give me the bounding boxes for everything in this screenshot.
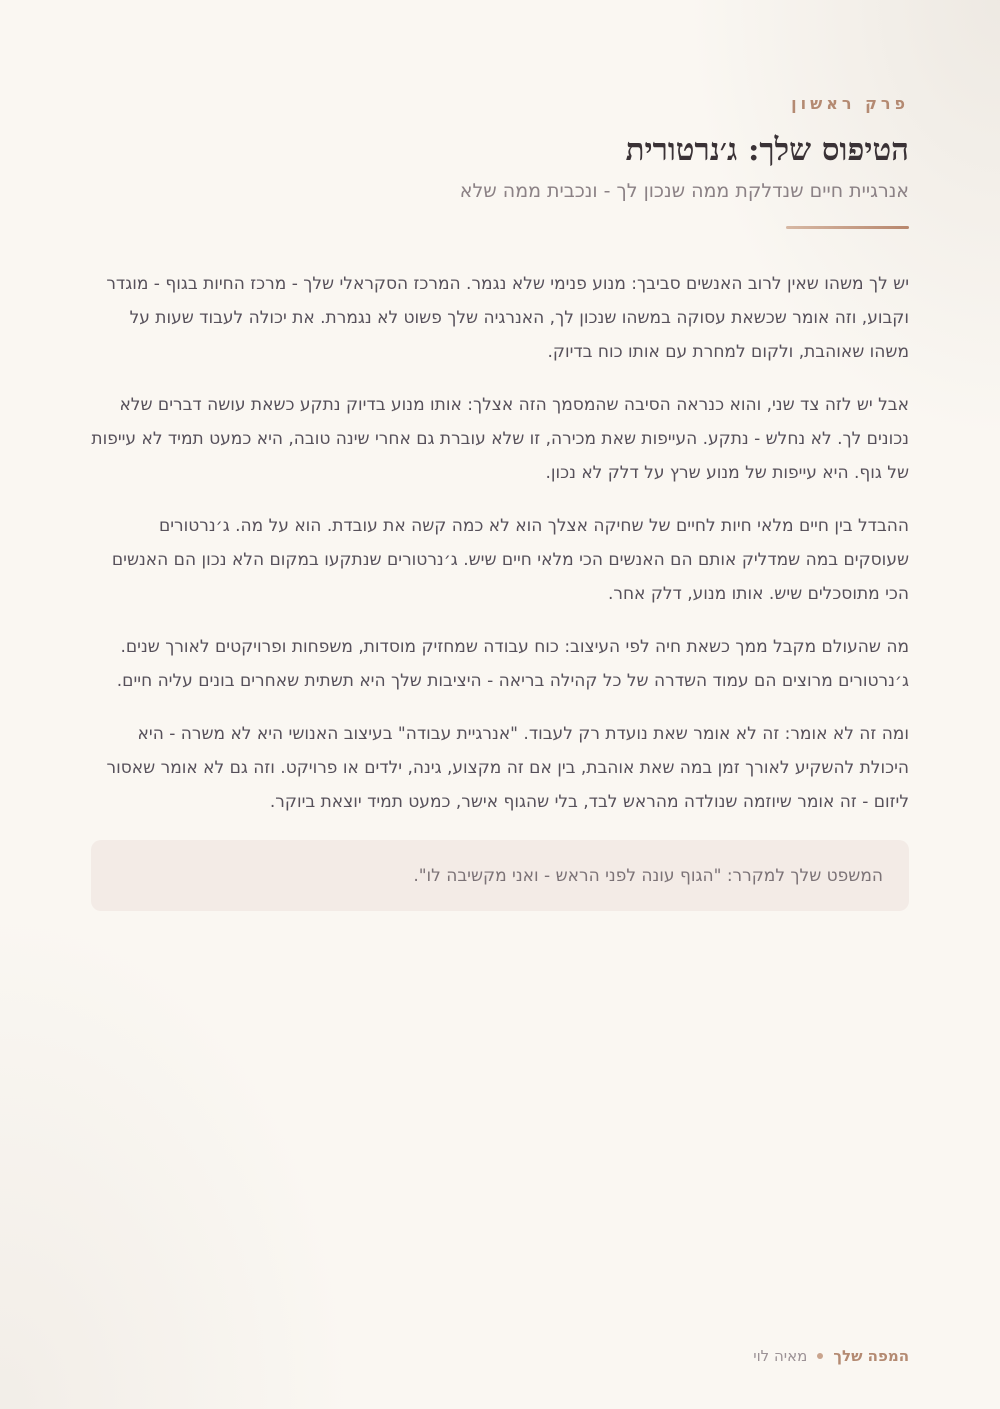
quote-box (91, 840, 909, 911)
title-divider (786, 226, 909, 229)
page-subtitle: אנרגיית חיים שנדלקת ממה שנכון לך - ונכבית ממה שלא (459, 180, 909, 202)
footer-separator-dot (817, 1353, 823, 1359)
page-title: הטיפוס שלך: ג׳נרטורית (625, 132, 909, 168)
body-paragraph-2: אבל יש לזה צד שני, והוא כנראה הסיבה שהמסמך הזה אצלך: אותו מנוע בדיוק נתקע כשאת עושה דברים שלא נכונים לך. לא נחלש - נתקע. העייפות שאת מכירה, זו שלא עוברת גם אחרי שינה טובה, היא כמעט תמיד לא עייפות של גוף. היא עייפות של מנוע שרץ על דלק לא נכון. (91, 395, 909, 483)
body-paragraph-3: ההבדל בין חיים מלאי חיות לחיים של שחיקה אצלך הוא לא כמה קשה את עובדת. הוא על מה. ג׳נרטורים שעוסקים במה שמדליק אותם הם האנשים הכי מלאי חיים שיש. ג׳נרטורים שנתקעו במקום הלא נכון הם האנשים הכי מתוסכלים שיש. אותו מנוע, דלק אחר. (111, 516, 909, 604)
chapter-label: פרק ראשון (791, 94, 909, 113)
body-paragraph-4: מה שהעולם מקבל ממך כשאת חיה לפי העיצוב: כוח עבודה שמחזיק מוסדות, משפחות ופרויקטים לאורך שנים. ג׳נרטורים מרוצים הם עמוד השדרה של כל קהילה בריאה - היציבות שלך היא תשתית שאחרים בונים עליה חיים. (116, 637, 909, 691)
page-footer (753, 1347, 909, 1365)
body-paragraph-5: ומה זה לא אומר: זה לא אומר שאת נועדת רק לעבוד. "אנרגיית עבודה" בעיצוב האנושי היא לא משרה - היא היכולת להשקיע לאורך זמן במה שאת אוהבת, בין אם זה מקצוע, גינה, ילדים או פרויקט. וזה גם לא אומר שאסור ליזום - זה אומר שיוזמה שנולדה מהראש לבד, בלי שהגוף אישר, כמעט תמיד יוצאת ביוקר. (106, 724, 909, 812)
footer-brand: המפה שלך (833, 1347, 909, 1365)
body-paragraph-1: יש לך משהו שאין לרוב האנשים סביבך: מנוע פנימי שלא נגמר. המרכז הסקראלי שלך - מרכז החיות בגוף - מוגדר וקבוע, וזה אומר שכשאת עסוקה במשהו שנכון לך, האנרגיה שלך פשוט לא נגמרת. את יכולה לעבוד שעות על משהו שאוהבת, ולקום למחרת עם אותו כוח בדיוק. (106, 274, 909, 362)
footer-author: מאיה לוי (753, 1347, 808, 1365)
quote-text: המשפט שלך למקרר: "הגוף עונה לפני הראש - ואני מקשיבה לו". (413, 865, 883, 886)
body-text (91, 267, 909, 838)
